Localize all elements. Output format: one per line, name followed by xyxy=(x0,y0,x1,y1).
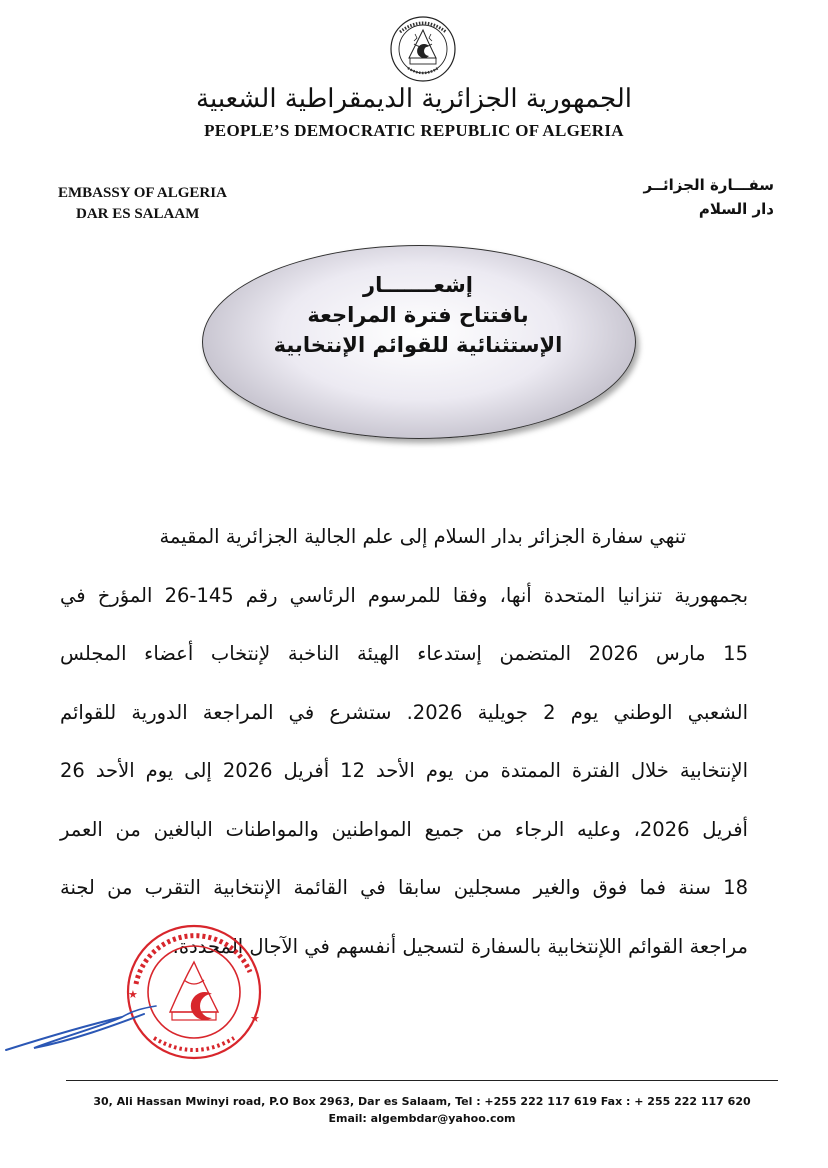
signature-icon xyxy=(6,1006,156,1050)
footer-address: 30, Ali Hassan Mwinyi road, P.O Box 2963, Dar es Salaam, Tel : +255 222 117 619 Fax : + 255 222 117 620 xyxy=(93,1095,751,1108)
notice-title-line: إشعـــــــار xyxy=(363,273,473,297)
body-line: الشعبي الوطني يوم 2 جويلية 2026. ستشرع في المراجعة الدورية للقوائم xyxy=(60,700,748,724)
svg-text:★: ★ xyxy=(250,1012,260,1025)
svg-text:★: ★ xyxy=(128,988,138,1001)
notice-body xyxy=(60,515,748,983)
embassy-name-english xyxy=(58,183,298,225)
body-line: أفريل 2026، وعليه الرجاء من جميع المواطنين والمواطنات البالغين من العمر xyxy=(60,817,748,841)
notice-title-line: الإستثنائية للقوائم الإنتخابية xyxy=(273,333,563,357)
footer-contact xyxy=(66,1093,778,1127)
embassy-name-line: EMBASSY OF ALGERIA xyxy=(58,185,227,201)
footer-divider xyxy=(66,1080,778,1081)
body-line: بجمهورية تنزانيا المتحدة أنها، وفقا للمرسوم الرئاسي رقم 145-26 المؤرخ في xyxy=(60,583,749,607)
footer-email: Email: algembdar@yahoo.com xyxy=(328,1112,516,1125)
country-title-arabic: الجمهورية الجزائرية الديمقراطية الشعبية xyxy=(196,84,632,114)
body-line: تنهي سفارة الجزائر بدار السلام إلى علم الجالية الجزائرية المقيمة xyxy=(159,525,686,548)
seal-icon xyxy=(128,926,260,1058)
body-line: 18 سنة فما فوق والغير مسجلين سابقا في القائمة الإنتخابية التقرب من لجنة xyxy=(60,876,748,899)
algeria-emblem-icon xyxy=(384,12,462,84)
body-line: مراجعة القوائم اللإنتخابية بالسفارة لتسجيل أنفسهم في الآجال المحددة. xyxy=(172,934,748,958)
embassy-city-line-ar: دار السلام xyxy=(698,200,774,218)
embassy-name-line-ar: سفـــارة الجزائــر xyxy=(643,176,774,194)
country-title-english: PEOPLE’S DEMOCRATIC REPUBLIC OF ALGERIA xyxy=(204,121,624,140)
notice-title-line: بافتتاح فترة المراجعة xyxy=(307,303,529,327)
notice-title xyxy=(202,270,634,360)
body-line: 15 مارس 2026 المتضمن إستدعاء الهيئة الناخبة لإنتخاب أعضاء المجلس xyxy=(60,642,748,665)
embassy-name-arabic xyxy=(560,173,774,221)
embassy-city-line: DAR ES SALAAM xyxy=(76,206,200,222)
body-line: الإنتخابية خلال الفترة الممتدة من يوم الأحد 12 أفريل 2026 إلى يوم الأحد 26 xyxy=(60,759,748,782)
embassy-seal-stamp xyxy=(4,922,284,1072)
